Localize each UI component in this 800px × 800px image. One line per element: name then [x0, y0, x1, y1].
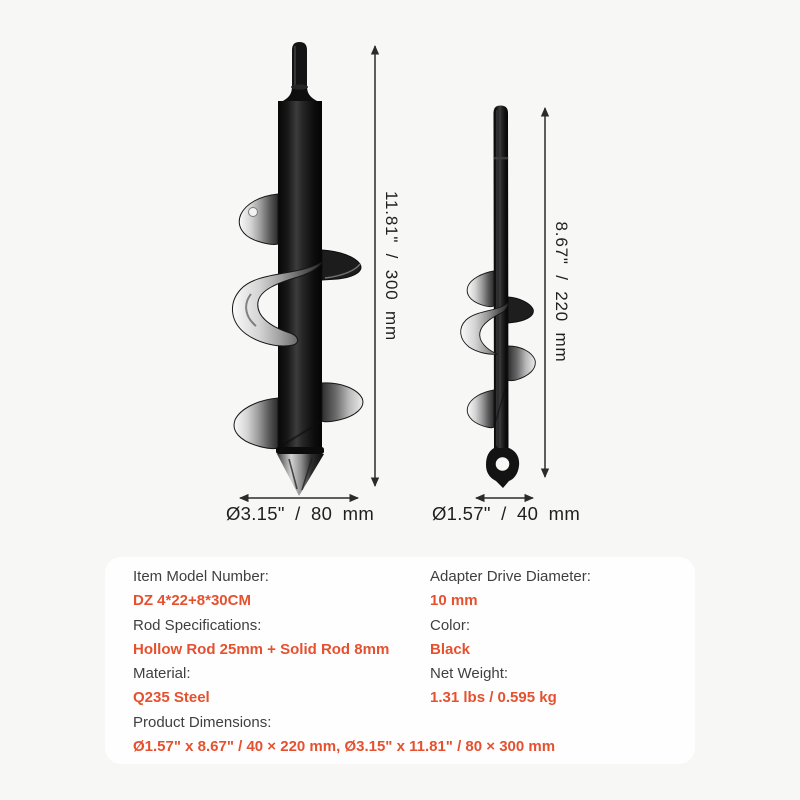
height-dimension-label-small: 8.67" / 220 mm: [552, 221, 571, 363]
spec-label: Rod Specifications:: [133, 616, 262, 634]
spec-panel: [105, 557, 695, 764]
spec-value: Black: [430, 640, 471, 658]
spec-label: Adapter Drive Diameter:: [430, 568, 591, 585]
width-dimension-label-small: Ø1.57" / 40 mm: [431, 503, 581, 524]
spec-value: 1.31 lbs / 0.595 kg: [430, 689, 557, 707]
small-auger: [461, 106, 536, 489]
large-auger-flight: [322, 383, 363, 422]
small-auger-flight: [467, 390, 494, 428]
spec-product-dimensions: [133, 711, 681, 760]
large-auger-flight: [234, 398, 278, 449]
spec-column-left: [133, 565, 430, 711]
eyelet-hole: [496, 457, 510, 471]
spec-grid: [133, 565, 681, 758]
small-auger-flight: [508, 346, 535, 381]
spec-label: Item Model Number:: [133, 568, 269, 585]
spec-value: 10 mm: [430, 592, 478, 610]
spec-value: DZ 4*22+8*30CM: [133, 592, 251, 610]
spec-value: Hollow Rod 25mm + Solid Rod 8mm: [133, 640, 390, 658]
spec-label: Product Dimensions:: [133, 713, 272, 731]
spec-column-right: [430, 565, 681, 711]
height-dimension-label-large: 11.81" / 300 mm: [382, 191, 401, 341]
spec-value: Ø1.57" x 8.67" / 40 × 220 mm, Ø3.15" x 11.81" / 80 × 300 mm: [133, 738, 556, 756]
spec-label: Net Weight:: [430, 665, 509, 683]
large-auger-tip: [277, 454, 324, 496]
large-auger-flight: [322, 250, 361, 280]
spec-label: Material:: [133, 665, 191, 683]
flight-screw-hole: [249, 208, 258, 217]
small-auger-flight: [508, 297, 533, 323]
large-auger-tip-ring: [276, 447, 324, 454]
width-dimension-label-large: Ø3.15" / 80 mm: [225, 503, 375, 524]
spec-label: Color:: [430, 616, 471, 634]
large-auger-flight: [239, 194, 278, 244]
large-auger: [232, 42, 362, 496]
small-auger-flight: [467, 271, 494, 307]
spec-value: Q235 Steel: [133, 689, 210, 707]
